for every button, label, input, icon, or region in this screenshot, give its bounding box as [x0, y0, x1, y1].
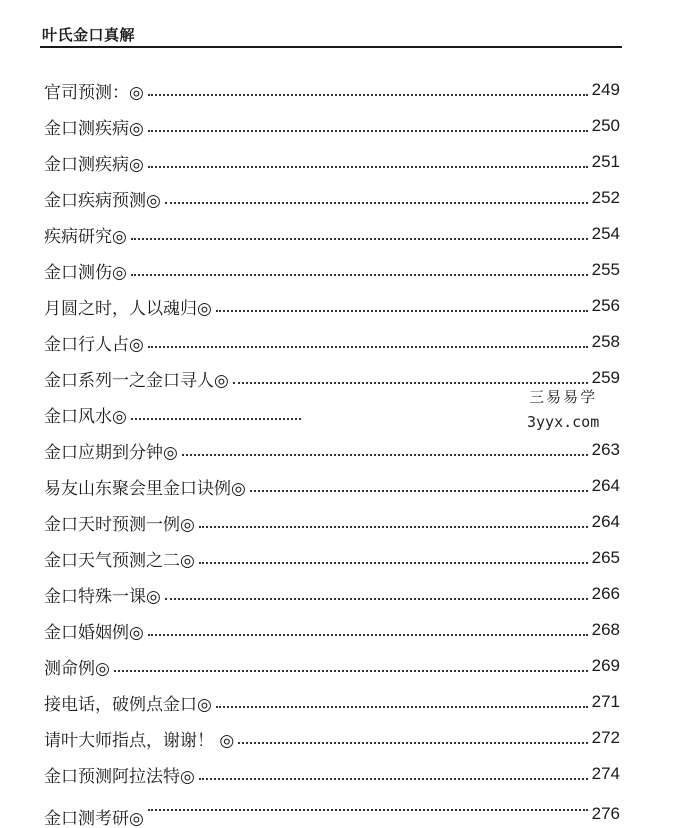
toc-entry-title: 金口风水◎ — [44, 406, 127, 427]
header-rule — [40, 46, 622, 48]
toc-entry-page: 269 — [591, 656, 620, 675]
toc-dot-leader — [165, 598, 588, 600]
toc-dot-leader — [199, 562, 588, 564]
toc-entry-title: 金口天时预测一例◎ — [44, 514, 195, 535]
toc-entry-page: 266 — [591, 584, 620, 603]
toc-dot-leader — [148, 166, 588, 168]
toc-entry[interactable] — [44, 288, 620, 324]
toc-entry-title: 金口系列一之金口寻人◎ — [44, 370, 229, 391]
toc-dot-leader — [131, 418, 301, 420]
toc-dot-leader — [114, 670, 588, 672]
toc-entry[interactable] — [44, 144, 620, 180]
toc-entry-title: 测命例◎ — [44, 658, 110, 679]
toc-entry-page: 272 — [591, 728, 620, 747]
toc-entry-title: 官司预测：◎ — [44, 82, 144, 103]
toc-entry-page: 264 — [591, 476, 620, 495]
toc-entry[interactable] — [44, 576, 620, 612]
toc-entry-title: 金口疾病预测◎ — [44, 190, 161, 211]
toc-dot-leader — [131, 238, 588, 240]
toc-entry[interactable] — [44, 684, 620, 720]
toc-dot-leader — [238, 742, 587, 744]
toc-entry-title: 易友山东聚会里金口诀例◎ — [44, 478, 246, 499]
toc-entry-title: 金口测伤◎ — [44, 262, 127, 283]
toc-entry[interactable] — [44, 324, 620, 360]
toc-entry[interactable] — [44, 720, 620, 756]
toc-entry-page: 274 — [591, 764, 620, 783]
toc-entry-page: 249 — [591, 80, 620, 99]
toc-entry-page: 268 — [591, 620, 620, 639]
toc-entry-page: 256 — [591, 296, 620, 315]
toc-entry-title: 金口天气预测之二◎ — [44, 550, 195, 571]
toc-entry[interactable] — [44, 612, 620, 648]
toc-entry[interactable] — [44, 180, 620, 216]
toc-dot-leader — [148, 94, 588, 96]
toc-entry[interactable] — [44, 432, 620, 468]
running-header: 叶氏金口真解 — [42, 26, 136, 44]
toc-entry-title: 请叶大师指点，谢谢！ ◎ — [44, 730, 235, 751]
toc-dot-leader — [199, 526, 588, 528]
toc-dot-leader — [148, 809, 588, 811]
toc-entry-page: 259 — [591, 368, 620, 387]
toc-dot-leader — [199, 778, 588, 780]
toc-entry-page: 254 — [591, 224, 620, 243]
toc-dot-leader — [148, 634, 588, 636]
toc-dot-leader — [131, 274, 588, 276]
toc-dot-leader — [233, 382, 588, 384]
toc-entry-title: 金口测疾病◎ — [44, 154, 144, 175]
toc-entry-title: 金口婚姻例◎ — [44, 622, 144, 643]
toc-entry-page: 255 — [591, 260, 620, 279]
toc-entry-title: 金口应期到分钟◎ — [44, 442, 178, 463]
toc-entry[interactable] — [44, 252, 620, 288]
toc-entry[interactable] — [44, 216, 620, 252]
toc-entry-title: 金口特殊一课◎ — [44, 586, 161, 607]
toc-dot-leader — [165, 202, 588, 204]
toc-entry-page: 258 — [591, 332, 620, 351]
toc-entry-page: 252 — [591, 188, 620, 207]
toc-dot-leader — [250, 490, 588, 492]
toc-entry[interactable] — [44, 468, 620, 504]
toc-entry-page: 251 — [591, 152, 620, 171]
toc-dot-leader — [216, 706, 588, 708]
toc-entry-title: 疾病研究◎ — [44, 226, 127, 247]
toc-entry-page: 265 — [591, 548, 620, 567]
toc-entry-title: 接电话，破例点金口◎ — [44, 694, 212, 715]
toc-entry[interactable] — [44, 72, 620, 108]
toc-entry-title: 月圆之时，人以魂归◎ — [44, 298, 212, 319]
toc-entry[interactable] — [44, 540, 620, 576]
toc-dot-leader — [148, 346, 588, 348]
toc-entry[interactable] — [44, 792, 620, 828]
toc-entry-page: 263 — [591, 440, 620, 459]
watermark-url: 3yyx.com — [527, 413, 600, 431]
watermark-name: 三易易学 — [529, 388, 598, 406]
toc-entry-page: 276 — [591, 804, 620, 823]
toc-entry[interactable] — [44, 108, 620, 144]
toc-entry[interactable] — [44, 648, 620, 684]
site-watermark — [527, 386, 599, 431]
toc-dot-leader — [216, 310, 588, 312]
toc-entry[interactable] — [44, 504, 620, 540]
toc-entry-page: 250 — [591, 116, 620, 135]
toc-entry-title: 金口测考研◎ — [44, 809, 144, 828]
toc-dot-leader — [182, 454, 588, 456]
toc-entry-page: 264 — [591, 512, 620, 531]
toc-entry-title: 金口预测阿拉法特◎ — [44, 766, 195, 787]
table-of-contents — [44, 72, 620, 828]
toc-dot-leader — [148, 130, 588, 132]
toc-entry-page: 271 — [591, 692, 620, 711]
toc-entry-title: 金口行人占◎ — [44, 334, 144, 355]
toc-entry-title: 金口测疾病◎ — [44, 118, 144, 139]
toc-entry[interactable] — [44, 756, 620, 792]
